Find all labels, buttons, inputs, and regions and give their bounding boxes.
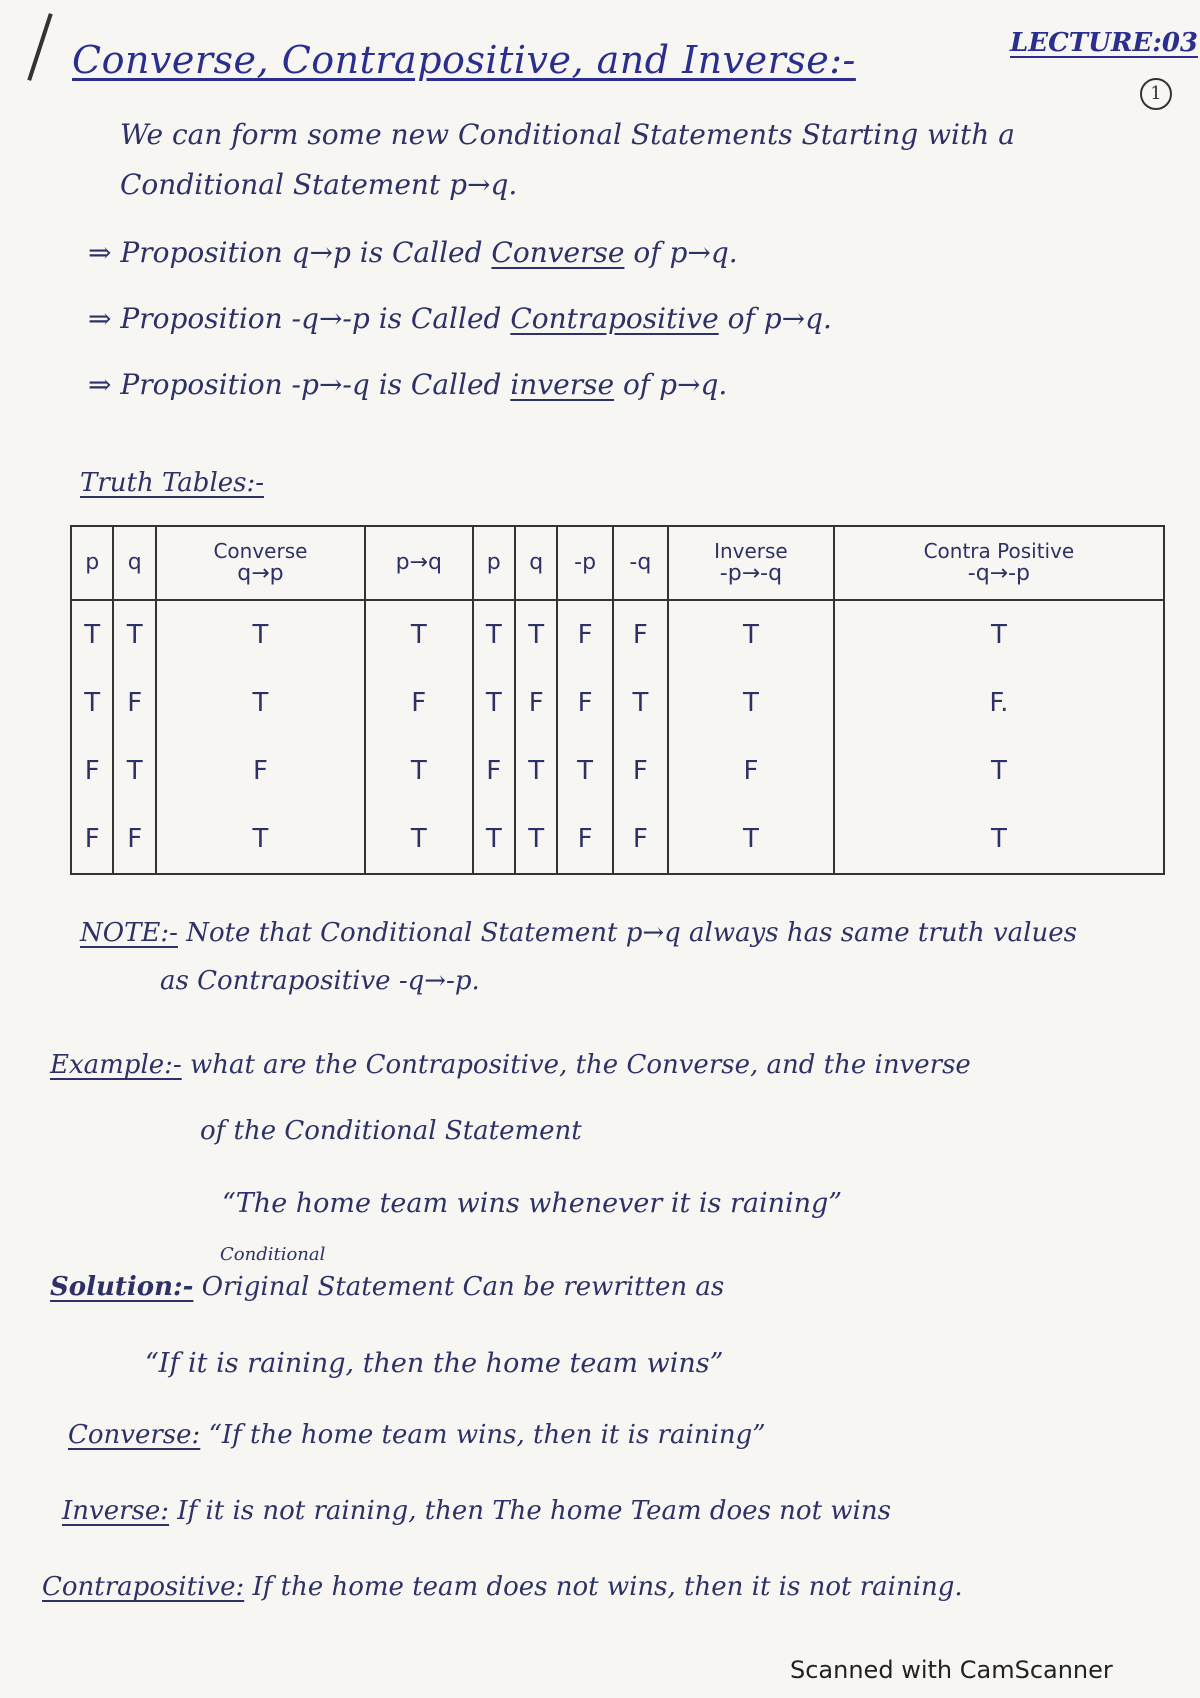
- table-cell: F: [613, 737, 668, 805]
- table-cell: T: [473, 600, 515, 669]
- table-cell: T: [71, 669, 113, 737]
- example-label: Example:-: [50, 1050, 182, 1080]
- definition-inverse: [88, 368, 727, 401]
- definition-suffix: of p→q.: [622, 368, 728, 401]
- table-cell: T: [156, 805, 365, 874]
- arrow-icon: ⇒: [88, 368, 112, 401]
- table-cell: T: [156, 600, 365, 669]
- note-text: Note that Conditional Statement p→q always has same truth values: [186, 918, 1077, 948]
- table-cell: T: [515, 600, 557, 669]
- table-cell: T: [365, 600, 473, 669]
- table-cell: T: [515, 737, 557, 805]
- solution-text: Original Statement Can be rewritten as: [201, 1272, 725, 1302]
- table-cell: T: [834, 600, 1164, 669]
- table-cell: T: [834, 737, 1164, 805]
- note-line-1: [80, 918, 1077, 948]
- example-line-1: [50, 1050, 971, 1080]
- table-cell: F: [71, 805, 113, 874]
- converse-label: Converse:: [68, 1420, 201, 1450]
- contrapositive-text: If the home team does not wins, then it is not raining.: [252, 1572, 963, 1602]
- note-line-2: as Contrapositive -q→-p.: [160, 966, 480, 996]
- table-cell: F: [113, 805, 155, 874]
- solution-quote: “If it is raining, then the home team wins”: [145, 1348, 724, 1379]
- contrapositive-line: [42, 1572, 963, 1602]
- header-cell: Inverse -p→-q: [668, 526, 834, 600]
- header-cell: -p: [557, 526, 612, 600]
- header-cell: p: [473, 526, 515, 600]
- table-cell: F: [473, 737, 515, 805]
- definition-text: Proposition -q→-p is Called: [120, 302, 502, 335]
- table-row: [71, 805, 1164, 874]
- converse-text: “If the home team wins, then it is raining”: [208, 1420, 766, 1450]
- table-cell: T: [473, 669, 515, 737]
- table-cell: T: [613, 669, 668, 737]
- definition-term: Contrapositive: [510, 302, 719, 335]
- table-cell: F: [613, 600, 668, 669]
- definition-text: Proposition q→p is Called: [120, 236, 483, 269]
- table-header-row: [71, 526, 1164, 600]
- conditional-annotation: Conditional: [220, 1244, 326, 1265]
- table-cell: T: [515, 805, 557, 874]
- header-cell: q: [113, 526, 155, 600]
- page-number: 1: [1140, 78, 1172, 110]
- header-cell: Contra Positive -q→-p: [834, 526, 1164, 600]
- table-cell: T: [365, 805, 473, 874]
- table-cell: T: [365, 737, 473, 805]
- table-cell: T: [668, 600, 834, 669]
- definition-converse: [88, 236, 738, 269]
- table-cell: F: [557, 669, 612, 737]
- inverse-line: [62, 1496, 891, 1526]
- contrapositive-label: Contrapositive:: [42, 1572, 245, 1602]
- definition-suffix: of p→q.: [727, 302, 832, 335]
- header-cell: p→q: [365, 526, 473, 600]
- arrow-icon: ⇒: [88, 236, 112, 269]
- solution-line-1: [50, 1272, 724, 1302]
- arrow-icon: ⇒: [88, 302, 112, 335]
- table-cell: T: [156, 669, 365, 737]
- table-cell: T: [71, 600, 113, 669]
- solution-label: Solution:-: [50, 1272, 194, 1302]
- table-cell: F: [113, 669, 155, 737]
- note-label: NOTE:-: [80, 918, 178, 948]
- table-cell: T: [113, 737, 155, 805]
- table-cell: T: [557, 737, 612, 805]
- table-cell: T: [113, 600, 155, 669]
- example-text: what are the Contrapositive, the Converse, and the inverse: [189, 1050, 971, 1080]
- inverse-label: Inverse:: [62, 1496, 170, 1526]
- page-title: Converse, Contrapositive, and Inverse:-: [72, 38, 856, 82]
- definition-term: Converse: [491, 236, 625, 269]
- table-row: [71, 600, 1164, 669]
- table-cell: F: [365, 669, 473, 737]
- table-cell: F: [557, 805, 612, 874]
- definition-term: inverse: [510, 368, 615, 401]
- example-quote: “The home team wins whenever it is raining”: [222, 1188, 843, 1219]
- intro-line-1: We can form some new Conditional Statements Starting with a: [120, 118, 1015, 151]
- intro-line-2: Conditional Statement p→q.: [120, 168, 518, 201]
- inverse-text: If it is not raining, then The home Team does not wins: [177, 1496, 891, 1526]
- definition-suffix: of p→q.: [633, 236, 738, 269]
- table-cell: F: [613, 805, 668, 874]
- converse-line: [68, 1420, 766, 1450]
- table-cell: T: [834, 805, 1164, 874]
- table-cell: F: [515, 669, 557, 737]
- example-line-2: of the Conditional Statement: [200, 1116, 582, 1146]
- table-cell: T: [668, 805, 834, 874]
- header-cell: Converse q→p: [156, 526, 365, 600]
- table-cell: F: [156, 737, 365, 805]
- definition-text: Proposition -p→-q is Called: [120, 368, 502, 401]
- table-cell: F: [668, 737, 834, 805]
- margin-stroke: [27, 13, 52, 81]
- definition-contrapositive: [88, 302, 832, 335]
- header-cell: -q: [613, 526, 668, 600]
- truth-tables-heading: Truth Tables:-: [80, 468, 265, 498]
- lecture-label: LECTURE:03: [1010, 28, 1199, 58]
- table-cell: T: [668, 669, 834, 737]
- scanner-watermark: Scanned with CamScanner: [790, 1656, 1113, 1684]
- truth-table: [70, 525, 1165, 875]
- table-cell: F: [71, 737, 113, 805]
- header-cell: p: [71, 526, 113, 600]
- table-row: [71, 669, 1164, 737]
- table-cell: F: [557, 600, 612, 669]
- header-cell: q: [515, 526, 557, 600]
- table-cell: T: [473, 805, 515, 874]
- table-cell: F.: [834, 669, 1164, 737]
- table-row: [71, 737, 1164, 805]
